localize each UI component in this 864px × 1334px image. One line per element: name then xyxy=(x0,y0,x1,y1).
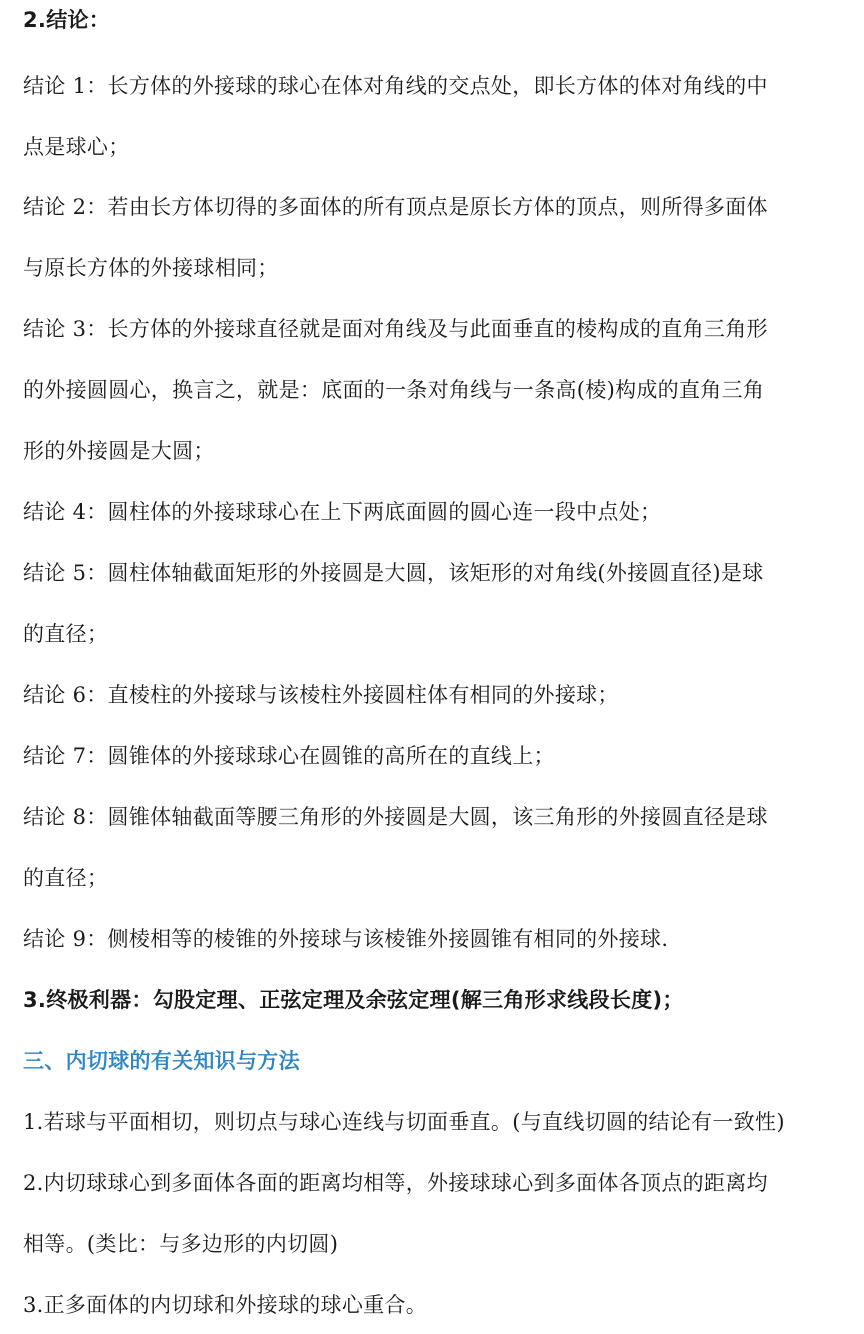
text-line: 相等。(类比：与多边形的内切圆) xyxy=(23,1232,339,1256)
text-line: 结论 3：长方体的外接球直径就是面对角线及与此面垂直的棱构成的直角三角形 xyxy=(23,317,768,341)
text-line: 的直径； xyxy=(23,622,109,646)
section-3-title: 3.终极利器：勾股定理、正弦定理及余弦定理(解三角形求线段长度)； xyxy=(23,988,684,1012)
section-2-title: 2.结论： xyxy=(23,8,111,32)
text-line: 结论 1：长方体的外接球的球心在体对角线的交点处，即长方体的体对角线的中 xyxy=(23,74,768,98)
text-line: 与原长方体的外接球相同； xyxy=(23,256,279,280)
text-line: 结论 4：圆柱体的外接球球心在上下两底面圆的圆心连一段中点处； xyxy=(23,500,662,524)
text-line: 2.内切球球心到多面体各面的距离均相等，外接球球心到多面体各顶点的距离均 xyxy=(23,1171,768,1195)
text-line: 结论 2：若由长方体切得的多面体的所有顶点是原长方体的顶点，则所得多面体 xyxy=(23,195,768,219)
text-line: 结论 6：直棱柱的外接球与该棱柱外接圆柱体有相同的外接球； xyxy=(23,683,619,707)
text-line: 结论 8：圆锥体轴截面等腰三角形的外接圆是大圆，该三角形的外接圆直径是球 xyxy=(23,805,768,829)
text-line: 结论 5：圆柱体轴截面矩形的外接圆是大圆，该矩形的对角线(外接圆直径)是球 xyxy=(23,561,764,585)
text-line: 1.若球与平面相切，则切点与球心连线与切面垂直。(与直线切圆的结论有一致性) xyxy=(23,1110,785,1134)
text-line: 结论 7：圆锥体的外接球球心在圆锥的高所在的直线上； xyxy=(23,744,555,768)
part-3-heading: 三、内切球的有关知识与方法 xyxy=(23,1049,300,1073)
text-line: 形的外接圆是大圆； xyxy=(23,439,215,463)
text-line: 结论 9：侧棱相等的棱锥的外接球与该棱锥外接圆锥有相同的外接球. xyxy=(23,927,669,951)
text-line: 的直径； xyxy=(23,866,109,890)
text-line: 点是球心； xyxy=(23,135,130,159)
text-line: 3.正多面体的内切球和外接球的球心重合。 xyxy=(23,1293,428,1317)
text-line: 的外接圆圆心，换言之，就是：底面的一条对角线与一条高(棱)构成的直角三角 xyxy=(23,378,765,402)
